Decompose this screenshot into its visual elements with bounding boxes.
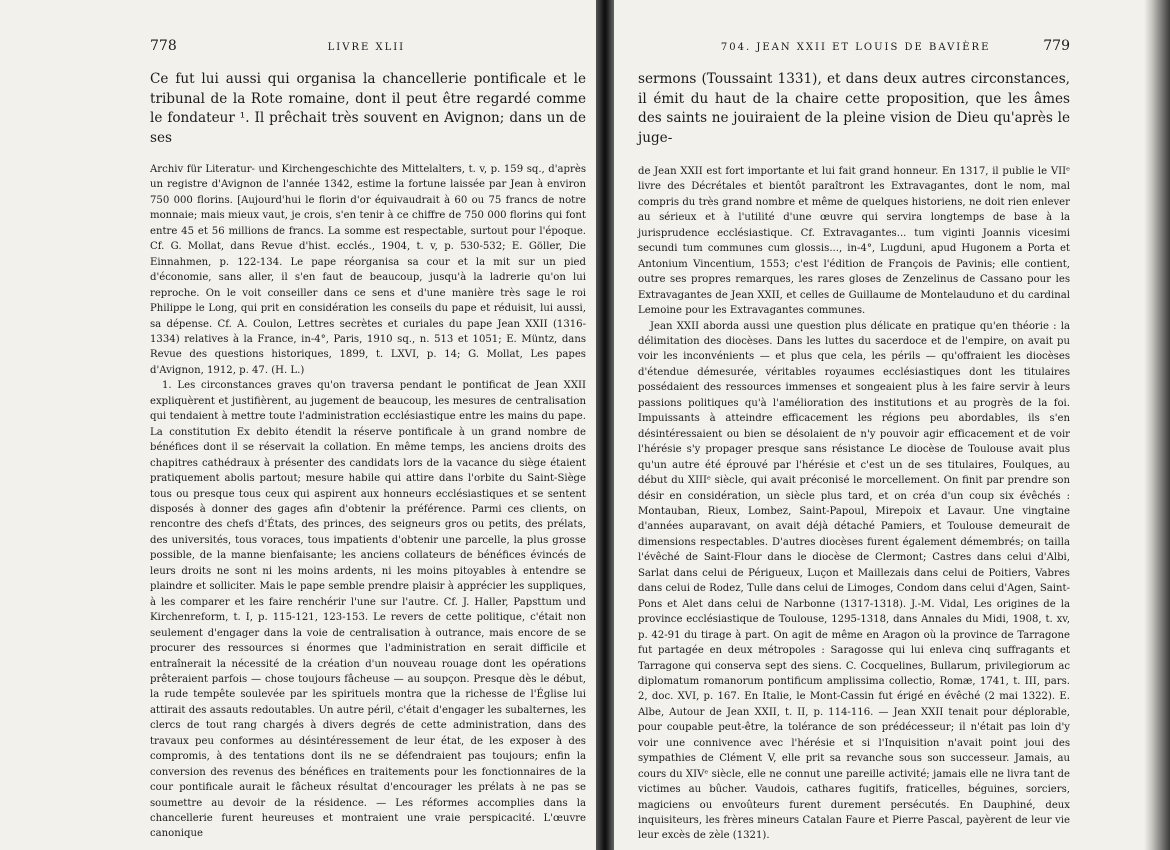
- footnote-continuation: Archiv für Literatur- und Kirchengeschichte des Mittelalters, t. v, p. 159 sq., d'après un registre d'Avignon de l'année 1342, estime la fortune laissée par Jean à environ 750 000 florins. [Aujourd'hui le florin d'or équivaudrait à 60 ou 75 francs de notre monnaie; mais mieux vaut, je crois, s'en tenir à ce chiffre de 750 000 florins qui font entre 45 et 56 millions de francs. La somme est respectable, surtout pour l'époque. Cf. G. Mollat, dans Revue d'hist. ecclés., 1904, t. v, p. 530-532; E. Göller, Die Einnahmen, p. 122-134. Le pape réorganisa sa cour et la mit sur un pied d'économie, sans aller, il s'en faut de beaucoup, jusqu'à la ladrerie qu'on lui reproche. On le voit conseiller dans ce sens et d'une manière très sage le roi Philippe le Long, qui prit en considération les conseils du pape et réduisit, lui aussi, sa dépense. Cf. A. Coulon, Lettres secrètes et curiales du pape Jean XXII (1316-1334) relatives à la France, in-4°, Paris, 1910 sq., n. 513 et 1051; E. Müntz, dans Revue des questions historiques, 1899, t. LXVI, p. 14; G. Mollat, Les papes d'Avignon, 1912, p. 47. (H. L.): [150, 164, 586, 376]
- main-text: sermons (Toussaint 1331), et dans deux autres circonstances, il émit du haut de la chaire cette proposition, que les âmes des saints ne jouiraient de la pleine vision de Dieu qu'après le juge-: [638, 71, 1070, 146]
- left-page-header: [150, 38, 586, 56]
- footnotes: [638, 164, 1070, 844]
- footnote: 1. Les circonstances graves qu'on traversa pendant le pontificat de Jean XXII expliquèrent et justifièrent, au jugement de beaucoup, les mesures de centralisation qui tendaient à mettre toute l'administration ecclésiastique entre les mains du pape. La constitution Ex debito étendit la réserve pontificale à un grand nombre de bénéfices dont il se réservait la collation. En même temps, les anciens droits des chapitres cathédraux à présenter des candidats lors de la vacance du siège étaient pratiquement abolis partout; mesure habile qui attire dans l'orbite du Saint-Siège tous ou presque tous ceux qui aspirent aux honneurs ecclésiastiques et se sentent disposés à donner des gages afin d'obtenir la préférence. Parmi ces clients, on rencontre des chefs d'États, des princes, des seigneurs gros ou petits, des prélats, des universités, tous voraces, tous impatients d'obtenir une parcelle, la plus grosse possible, de la manne bienfaisante; les anciens collateurs de bénéfices évincés de leurs droits ne sont ni les moins ardents, ni les moins pitoyables à entendre se plaindre et solliciter. Mais le pape semble prendre plaisir à apprécier les suppliques, à les comparer et les faire renchérir l'une sur l'autre. Cf. J. Haller, Papsttum und Kirchenreform, t. I, p. 115-121, 123-153. Le revers de cette politique, c'était non seulement d'engager dans la voie de centralisation à outrance, mais encore de se procurer des ressources si énormes que l'administration en serait difficile et entraînerait la nécessité de la création d'un nouveau rouage dont les opérations prêteraient parfois — chose toujours fâcheuse — au soupçon. Presque dès le début, la rude tempête soulevée par les spirituels montra que la richesse de l'Église lui attirait des assauts redoutables. Un autre péril, c'était d'engager les subalternes, les clercs de tout rang chargés à divers degrés de cette administration, dans des travaux peu conformes au désintéressement de leur état, de les exposer à des compromis, à des tentations dont ils ne se défendraient pas toujours; enfin la conversion des revenus des bénéfices en traitements pour les fonctionnaires de la cour pontificale aurait le fâcheux résultat d'encourager les prélats à ne pas se soumettre au devoir de la résidence. — Les réformes accomplies dans la chancellerie furent heureuses et montraient une vraie perspicacité. L'œuvre canonique: [150, 380, 586, 840]
- running-title: 704. JEAN XXII ET LOUIS DE BAVIÈRE: [720, 42, 991, 53]
- page-number: 778: [150, 38, 177, 54]
- footnote-continuation: de Jean XXII est fort importante et lui fait grand honneur. En 1317, il publie le VIIᵉ livre des Décrétales et bientôt paraîtront les Extravagantes, dont le nom, mal compris du très grand nombre et même de quelques historiens, ne doit rien enlever au sérieux et à l'utilité d'une œuvre qui servira longtemps de base à la jurisprudence ecclésiastique. Cf. Extravagantes... tum viginti Joannis vicesimi secundi tum communes cum glossis..., in-4°, Lugduni, apud Hugonem a Porta et Antonium Vincentium, 1553; c'est l'édition de François de Pavinis; elle contient, outre ses propres remarques, les rares gloses de Zenzelinus de Cassano pour les Extravagantes de Jean XXII, et celles de Guillaume de Montelauduno et du cardinal Lemoine pour les Extravagantes communes.: [638, 166, 1070, 317]
- book-gutter: [596, 0, 614, 850]
- footnotes: [150, 162, 586, 842]
- book-right-edge: [1144, 0, 1170, 850]
- main-text: Ce fut lui aussi qui organisa la chancellerie pontificale et le tribunal de la Rote romaine, dont il peut être regardé comme le fondateur ¹. Il prêchait très souvent en Avignon; dans un de ses: [150, 71, 586, 146]
- footnote-paragraph: Jean XXII aborda aussi une question plus délicate en pratique qu'en théorie : la délimitation des diocèses. Dans les luttes du sacerdoce et de l'empire, on avait pu voir les inconvénients — et plus que cela, les périls — qu'offraient les diocèses d'étendue démesurée, véritables royaumes ecclésiastiques dont les titulaires possédaient des ressources immenses et songeaient plus à les faire servir à leurs passions politiques qu'à l'amélioration des institutions et au progrès de la foi. Impuissants à atteindre efficacement les régions peu abordables, ils s'en désintéressaient ou bien se désolaient de n'y pouvoir agir efficacement et de voir l'hérésie s'y propager presque sans résistance Le diocèse de Toulouse avait plus qu'un autre été éprouvé par l'hérésie et c'est un de ses titulaires, Foulques, au début du XIIIᵉ siècle, qui avait préconisé le morcellement. On finit par prendre son désir en considération, un siècle plus tard, et on créa d'un coup six évêchés : Montauban, Rieux, Lombez, Saint-Papoul, Mirepoix et Lavaur. Une vingtaine d'années auparavant, on avait déjà détaché Pamiers, et Toulouse demeurait de dimensions respectables. D'autres diocèses furent également démembrés; on tailla l'évêché de Saint-Flour dans le diocèse de Clermont; Castres dans celui d'Albi, Sarlat dans celui de Périgueux, Luçon et Maillezais dans celui de Poitiers, Vabres dans celui de Rodez, Tulle dans celui de Limoges, Condom dans celui d'Agen, Saint-Pons et Alet dans celui de Narbonne (1317-1318). J.-M. Vidal, Les origines de la province ecclésiastique de Toulouse, 1295-1318, dans Annales du Midi, 1908, t. xv, p. 42-91 du tirage à part. On agit de même en Aragon où la province de Tarragone fut partagée en deux métropoles : Saragosse qui lui enleva cinq suffragants et Tarragone qui conserva sept des siens. C. Cocquelines, Bullarum, privilegiorum ac diplomatum romanorum pontificum amplissima collectio, Romæ, 1741, t. III, pars. 2, doc. XVI, p. 167. En Italie, le Mont-Cassin fut érigé en évêché (2 mai 1322). E. Albe, Autour de Jean XXII, t. II, p. 114-116. — Jean XXII tenait pour déplorable, pour coupable peut-être, la tolérance de son prédécesseur; il n'était pas loin d'y voir une connivence avec l'hérésie et si l'Inquisition n'avait point joui des sympathies de Clément V, elle prit sa revanche sous son successeur. Jamais, au cours du XIVᵉ siècle, elle ne connut une pareille activité; jamais elle ne livra tant de victimes au bûcher. Vaudois, cathares fugitifs, fraticelles, béguines, sorciers, magiciens ou envoûteurs furent durement persécutés. En Dauphiné, deux inquisiteurs, les frères mineurs Catalan Faure et Pierre Pascal, payèrent de leur vie leur excès de zèle (1321).: [638, 320, 1070, 842]
- right-page-header: [638, 38, 1070, 56]
- right-page: [614, 0, 1170, 850]
- running-title: LIVRE XLII: [327, 42, 406, 53]
- page-number: 779: [1043, 38, 1070, 54]
